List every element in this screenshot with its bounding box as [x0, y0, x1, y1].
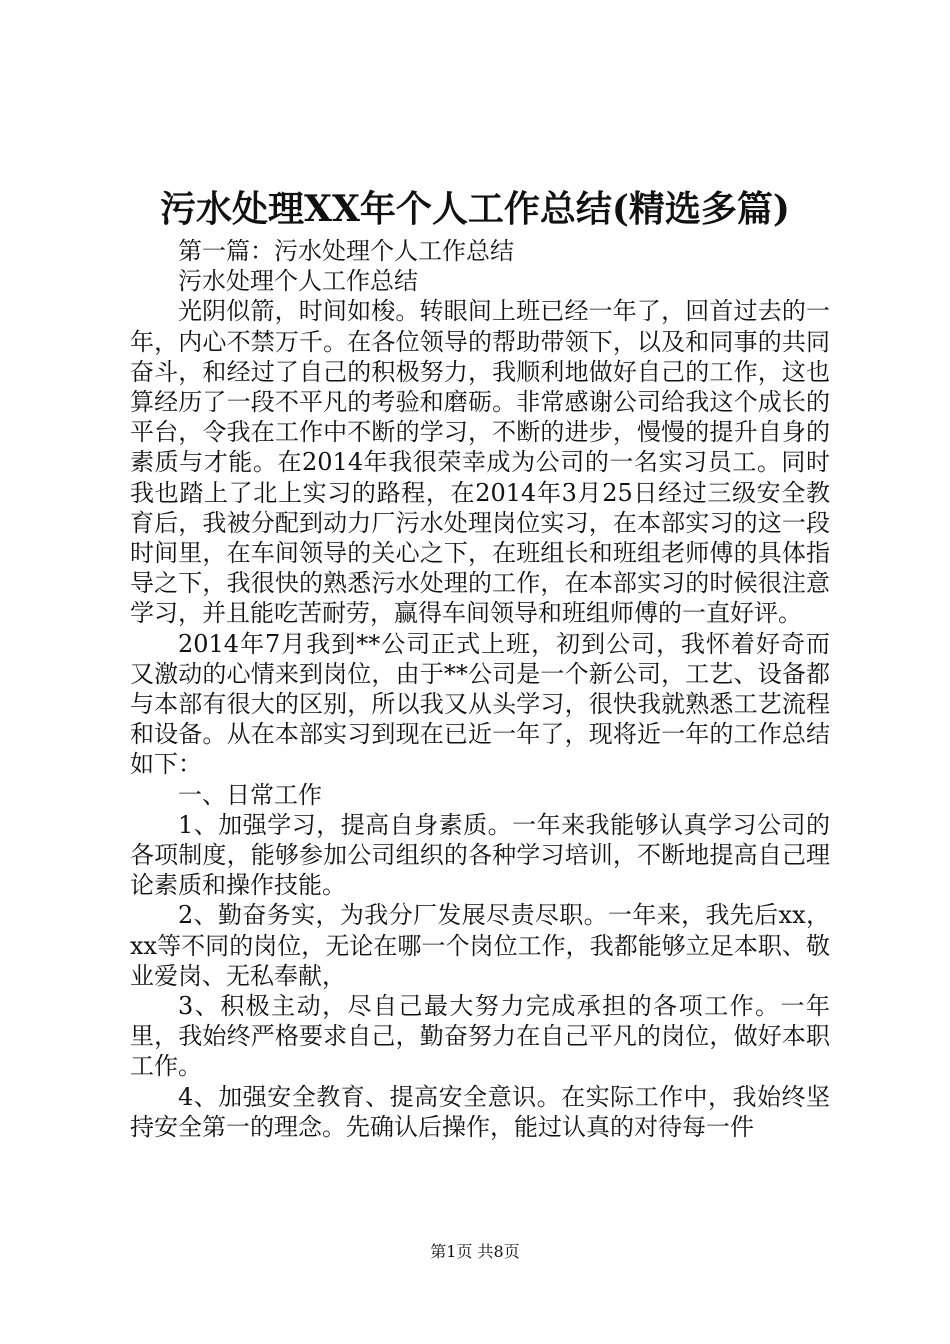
list-item: 1、加强学习，提高自身素质。一年来我能够认真学习公司的各项制度，能够参加公司组织的各种学习培训，不断地提高自己理论素质和操作技能。: [130, 810, 830, 900]
section-heading: 第一篇：污水处理个人工作总结: [178, 237, 514, 265]
body-paragraph: 2014年7月我到**公司正式上班，初到公司，我怀着好奇而又激动的心情来到岗位，由于**公司是一个新公司，工艺、设备都与本部有很大的区别，所以我又从头学习，很快我就熟悉工艺流程和设备。从在本部实习到现在已近一年了，现将近一年的工作总结如下：: [130, 629, 830, 779]
list-item: 3、积极主动，尽自己最大努力完成承担的各项工作。一年里，我始终严格要求自己，勤奋努力在自己平凡的岗位，做好本职工作。: [130, 992, 830, 1081]
list-item: 2、勤奋务实，为我分厂发展尽责尽职。一年来，我先后xx，xx等不同的岗位，无论在哪一个岗位工作，我都能够立足本职、敬业爱岗、无私奉献，: [130, 901, 830, 990]
subsection-heading: 污水处理个人工作总结: [178, 267, 418, 296]
list-heading: 一、日常工作: [178, 780, 322, 809]
body-paragraph: 光阴似箭，时间如梭。转眼间上班已经一年了，回首过去的一年，内心不禁万千。在各位领导的帮助带领下，以及和同事的共同奋斗，和经过了自己的积极努力，我顺利地做好自己的工作，这也算经历了一段不平凡的考验和磨砺。非常感谢公司给我这个成长的平台，令我在工作中不断的学习，不断的进步，慢慢的提升自身的素质与才能。在2014年我很荣幸成为公司的一名实习员工。同时我也踏上了北上实习的路程，在2014年3月25日经过三级安全教育后，我被分配到动力厂污水处理岗位实习，在本部实习的这一段时间里，在车间领导的关心之下，在班组长和班组老师傅的具体指导之下，我很快的熟悉污水处理的工作，在本部实习的时候很注意学习，并且能吃苦耐劳，赢得车间领导和班组师傅的一直好评。: [130, 297, 830, 628]
document-body: [130, 236, 830, 1142]
document-title: 污水处理XX年个人工作总结(精选多篇): [160, 188, 790, 230]
list-item: 4、加强安全教育、提高安全意识。在实际工作中，我始终坚持安全第一的理念。先确认后操作，能过认真的对待每一件: [130, 1082, 830, 1141]
page-footer: 第1页 共8页: [430, 1242, 520, 1261]
